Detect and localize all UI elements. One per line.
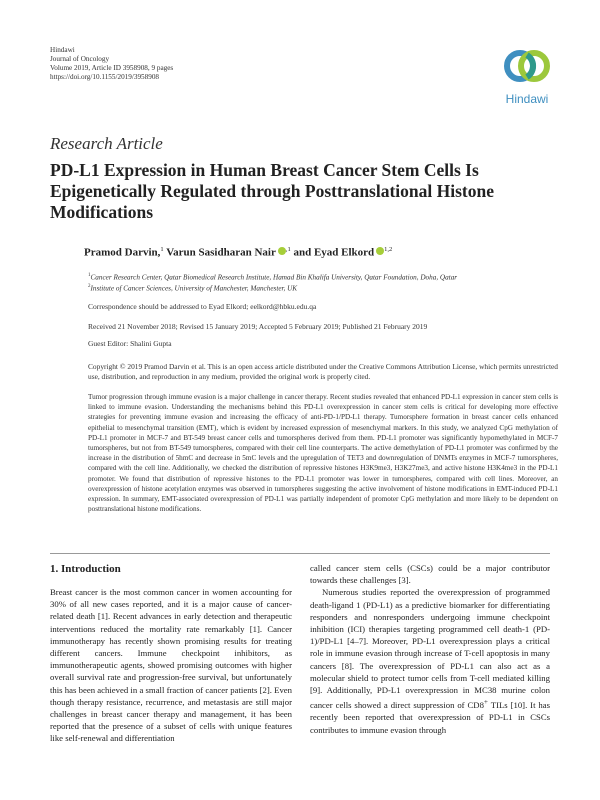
paragraph-text: TILs [10]. It has recently been reported that overexpression of PD-L1 in CSCs contributes to immune evasion through — [310, 700, 550, 735]
affiliation-number: 1 — [88, 273, 91, 278]
section-divider — [50, 553, 550, 554]
guest-editor: Guest Editor: Shalini Gupta — [88, 339, 172, 348]
hindawi-logo-icon — [497, 42, 557, 92]
affiliation-text: Cancer Research Center, Qatar Biomedical Research Institute, Hamad Bin Khalifa University, Qatar Foundation, Doha, Qatar — [90, 273, 458, 282]
superscript: + — [483, 698, 489, 707]
copyright-notice: Copyright © 2019 Pramod Darvin et al. This is an open access article distributed under the Creative Commons Attribution License, which permits unrestricted use, distribution, and reproduction in any medium, provided the original work is properly cited. — [88, 362, 558, 381]
affiliations — [88, 271, 558, 294]
author-affil-sup: ,1 — [285, 246, 291, 253]
orcid-icon[interactable] — [278, 247, 286, 255]
intro-column-right — [310, 562, 550, 736]
author-list — [84, 246, 392, 259]
correspondence: Correspondence should be addressed to Eyad Elkord; eelkord@hbku.edu.qa — [88, 302, 317, 311]
author-name: and Eyad Elkord — [293, 246, 375, 259]
affiliation-number: 2 — [88, 284, 91, 290]
doi-link[interactable]: https://doi.org/10.1155/2019/3958908 — [50, 73, 160, 82]
article-dates: Received 21 November 2018; Revised 15 January 2019; Accepted 5 February 2019; Published 21 February 2019 — [88, 322, 428, 331]
paragraph-text: Numerous studies reported the overexpression of programmed death-ligand 1 (PD-L1) as a predictive biomarker for differentiating responders and nonresponders undergoing immune checkpoint inhibition (ICI) therapies targeting programmed cell death-1 (PD-1)/PD-L1 [4–7]. Moreover, PD-L1 overexpression plays a critical role in immune evasion through increase of T-cell apoptosis in many cancers [8]. The overexpression of PD-L1 can also act as a molecular shield to protect tumor cells from T-cell mediated killing [9]. Additionally, PD-L1 overexpression in MC38 murine colon cancer cells showed a direct suppression of CD8 — [310, 587, 550, 711]
affiliation-text: Institute of Cancer Sciences, University of Manchester, Manchester, UK — [90, 284, 298, 293]
author-name: Varun Sasidharan Nair — [166, 246, 276, 259]
section-title: 1. Introduction — [50, 563, 121, 575]
paragraph: Breast cancer is the most common cancer in women accounting for 30% of all new cases reported, and it is a major cause of cancer-related death [1]. Recent advances in early detection and therapeutic interventions reduced the mortality rate remarkably [1]. Cancer immunotherapy has recently shown promising results for treating different cancers. Immune checkpoint inhibitors, as immunotherapeutic agents, showed promising outcomes with higher overall survival rate and progression-free survival, but unfortunately this has been achieved in a small fraction of cancer patients [2]. Even though therapy resistance, recurrence, and metastasis are still major challenges in breast cancer therapy and management, it has been reported that the presence of a subset of cells with unique features like self-renewal and differentiation — [50, 587, 292, 744]
publisher-name: Hindawi — [50, 46, 75, 54]
author-affil-sup: 1,2 — [384, 246, 393, 253]
paragraph: called cancer stem cells (CSCs) could be a major contributor towards these challenges [3]. — [310, 563, 550, 586]
author-affil-sup: 1 — [160, 246, 164, 253]
journal-name: Journal of Oncology — [50, 55, 110, 64]
paper-title: PD-L1 Expression in Human Breast Cancer Stem Cells Is Epigenetically Regulated through Posttranslational Histone Modifications — [50, 160, 494, 222]
intro-column-left — [50, 586, 292, 745]
orcid-icon[interactable] — [376, 247, 384, 255]
paragraph — [310, 586, 550, 735]
author-name: Pramod Darvin, — [84, 246, 161, 259]
affiliation — [88, 282, 558, 293]
abstract: Tumor progression through immune evasion is a major challenge in cancer therapy. Recent studies revealed that enhanced PD-L1 expression in cancer stem cells is linked to immune evasion. Understanding the mechanisms behind this PD-L1 overexpression in cancer stem cells is critical for developing more effective strategies for preventing immune evasion and increasing the efficacy of anti-PD-1/PD-L1 therapy. Tumorsphere formation in breast cancer cells enhanced epithelial to mesenchymal transition (EMT), which is evident by increased expression of mesenchymal markers. In this study, we analyzed CpG methylation of PD-L1 promoter in MCF-7 and BT-549 breast cancer cells and tumorspheres derived from them. PD-L1 promoter was significantly hypomethylated in MCF-7 tumorspheres, but not from BT-549 tumorspheres, compared with their cell line counterparts. The active demethylation of PD-L1 promoter was confirmed by the increase in the distribution of 5hmC and decrease in 5mC levels and the upregulation of TET3 and downregulation of DNMTs enzymes in MCF-7 tumorspheres, compared with the cell line. Additionally, we checked the distribution of repressive histones H3K9me3, H3K27me3, and active histone H3K4me3 in the PD-L1 promoter. We found that distribution of repressive histones to the PD-L1 promoter was lower in tumorspheres, compared with cell lines. Moreover, an overexpression of histone acetylation enzymes was observed in tumorspheres suggesting the active involvement of histone modifications in EMT-induced PD-L1 expression. In summary, EMT-associated overexpression of PD-L1 was partially independent of promoter CpG methylation and more likely to be dependent on posttranslational histone modifications. — [88, 393, 558, 514]
journal-info — [50, 46, 173, 82]
volume-line: Volume 2019, Article ID 3958908, 9 pages — [50, 64, 174, 73]
affiliation — [88, 271, 558, 282]
hindawi-logo[interactable] — [497, 42, 557, 106]
article-type: Research Article — [50, 134, 163, 153]
logo-text: Hindawi — [505, 92, 549, 106]
